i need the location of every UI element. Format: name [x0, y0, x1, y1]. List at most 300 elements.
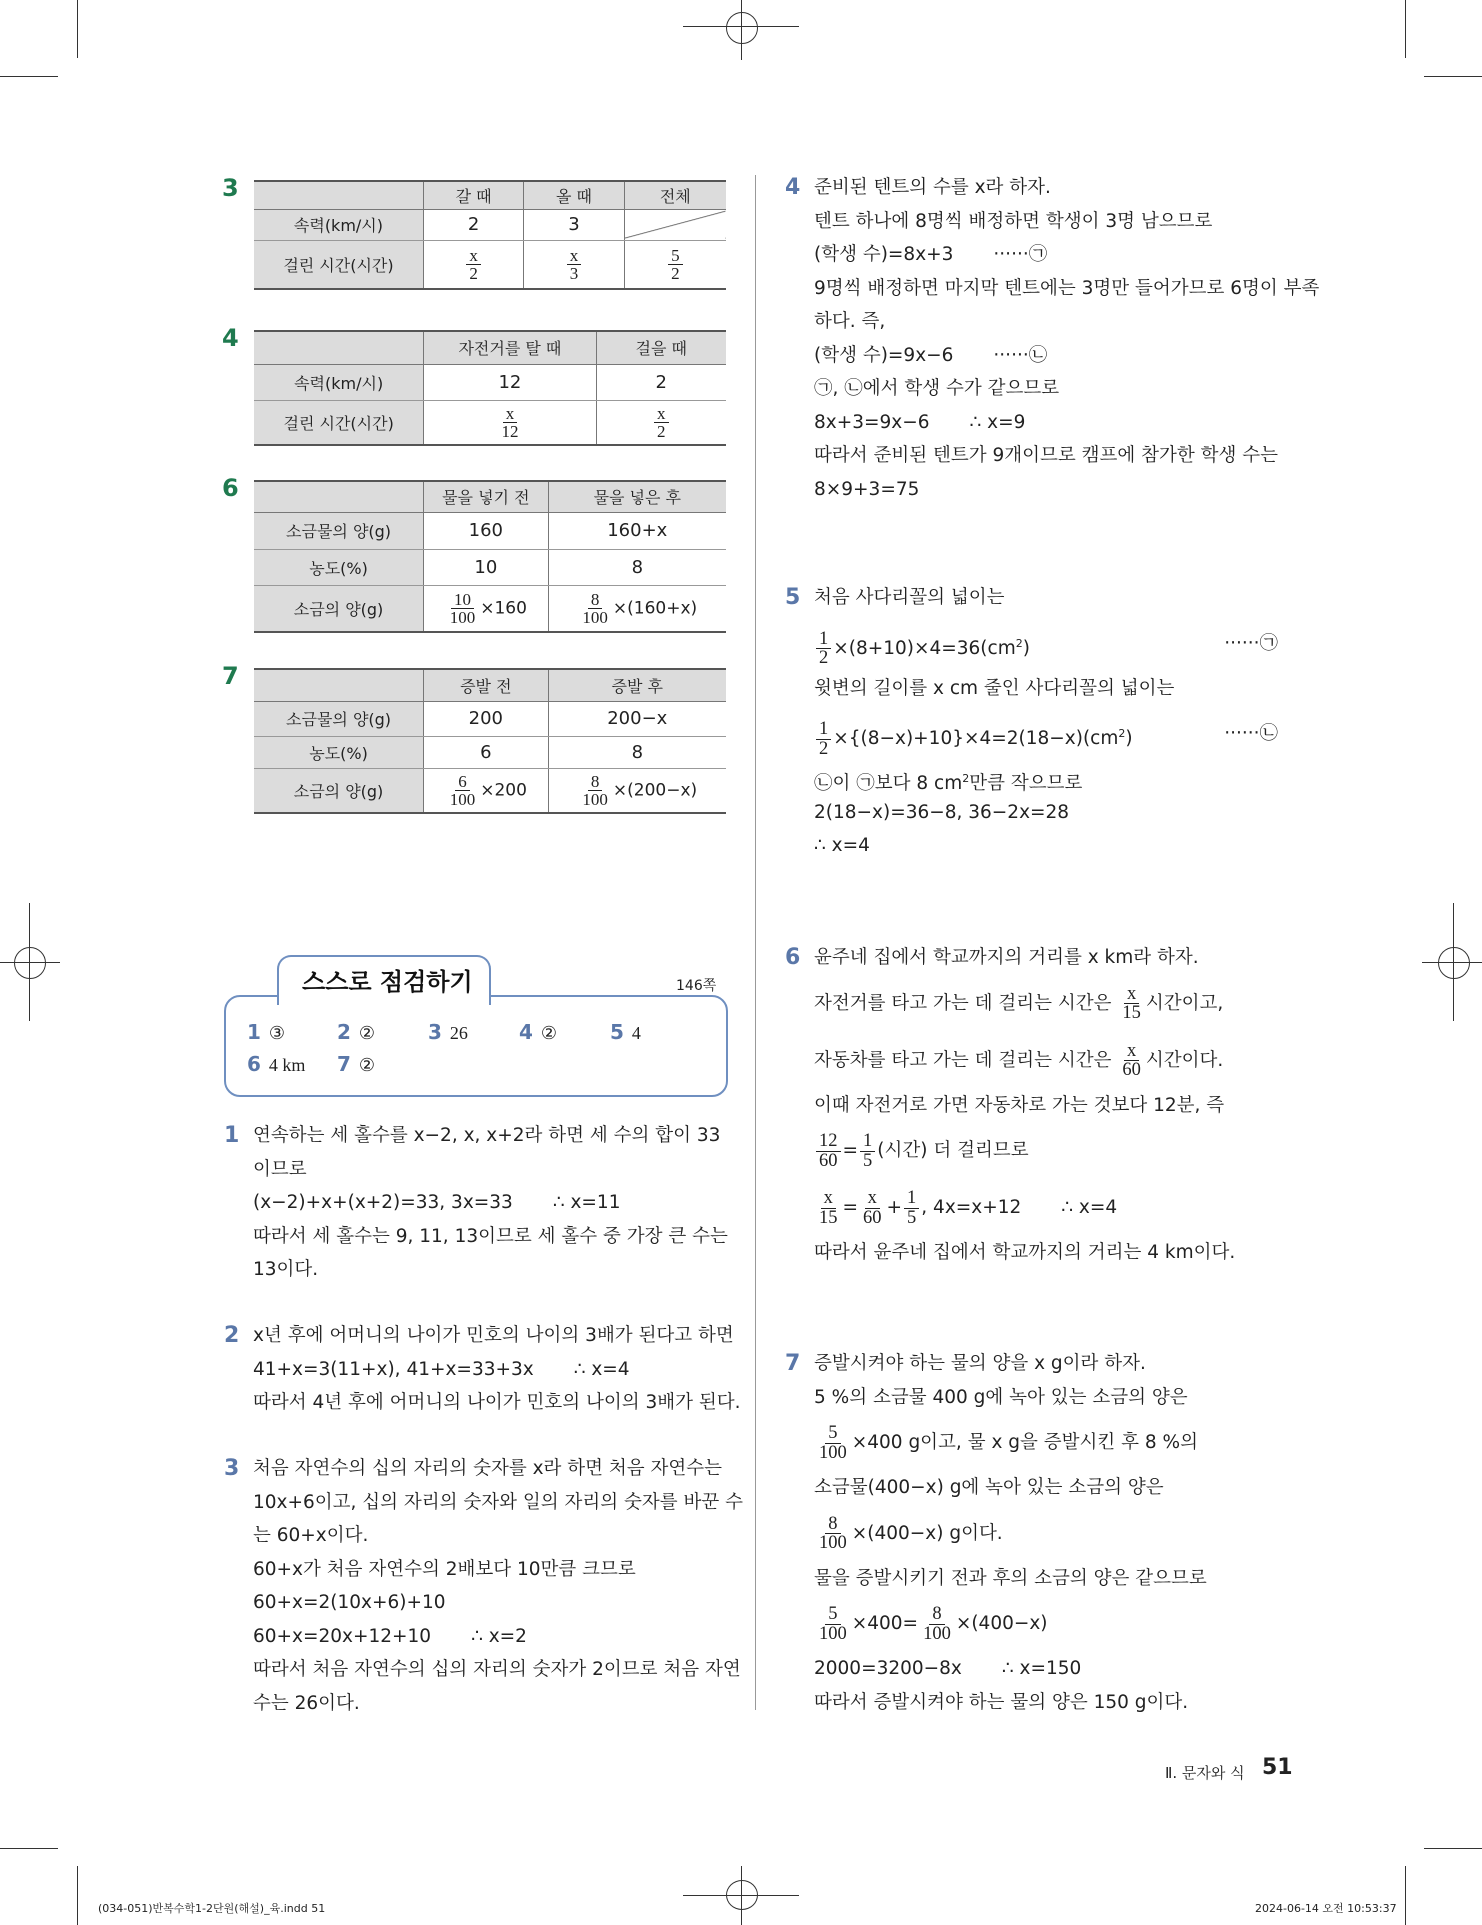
line-text: = — [842, 1140, 859, 1161]
solution-line — [814, 1595, 1278, 1652]
crop-mark — [1405, 1866, 1406, 1925]
table-number: 3 — [222, 174, 239, 202]
solution-line — [253, 1119, 726, 1153]
answer-number: 3 — [428, 1020, 442, 1044]
solution-line — [814, 1347, 1278, 1381]
table-cell: 160+x — [548, 512, 726, 549]
fraction — [860, 1189, 885, 1227]
solution-number: 4 — [785, 175, 801, 200]
solution-line — [253, 1586, 726, 1620]
line-text: 자동차를 타고 가는 데 걸리는 시간은 — [814, 1049, 1118, 1071]
denominator: 3 — [569, 263, 579, 283]
line-conclusion: ∴ x=9 — [969, 411, 1026, 433]
fraction — [816, 1515, 850, 1553]
line-text: 소금물(400−x) g에 녹아 있는 소금의 양은 — [814, 1477, 1164, 1498]
denominator: 15 — [819, 1207, 838, 1228]
solution-5 — [785, 581, 1278, 863]
solution-line — [253, 1687, 726, 1721]
numerator: 8 — [588, 591, 603, 609]
solution-line — [814, 581, 1278, 615]
fraction — [920, 1605, 954, 1643]
table-cell — [424, 585, 549, 632]
crop-mark — [1405, 0, 1406, 58]
fraction — [579, 591, 611, 626]
solution-line — [814, 796, 1278, 830]
table-cell: 걸을 때 — [596, 331, 726, 364]
line-text: 물을 증발시키기 전과 후의 소금의 양은 같으므로 — [814, 1567, 1207, 1589]
denominator: 60 — [1122, 1060, 1141, 1080]
answer-value: ② — [358, 1023, 376, 1043]
line-text: x년 후에 어머니의 나이가 민호의 나이의 3배가 된다고 하면 — [253, 1325, 734, 1346]
table-cell: 3 — [524, 209, 624, 240]
solution-line — [814, 1179, 1278, 1236]
line-text: ㉡이 ㉠보다 8 cm — [814, 773, 963, 795]
solution-line — [814, 941, 1278, 975]
table-cell: 속력(km/시) — [254, 209, 423, 240]
table-cell — [548, 585, 726, 632]
table-number: 7 — [222, 662, 239, 690]
denominator: 12 — [501, 421, 519, 441]
fraction — [816, 630, 831, 668]
fraction — [567, 247, 582, 282]
solution-number: 6 — [785, 945, 801, 970]
table-cell: 200−x — [548, 701, 726, 736]
solution-line — [814, 238, 1278, 272]
solution-line — [814, 1381, 1278, 1415]
solution-line — [253, 1353, 726, 1387]
table-row — [254, 768, 726, 813]
line-text: 8×9+3=75 — [814, 478, 920, 500]
table-cell: 증발 전 — [424, 669, 549, 701]
solution-line — [814, 406, 1278, 440]
line-text: 60+x=2(10x+6)+10 — [253, 1592, 446, 1613]
denominator: 2 — [657, 421, 666, 441]
line-text: 2000=3200−8x — [814, 1658, 962, 1679]
solution-number: 3 — [224, 1456, 240, 1481]
crop-mark — [0, 76, 58, 77]
line-text: ×{(8−x)+10}×4=2(18−x)(cm — [833, 728, 1119, 750]
table-row — [254, 701, 726, 736]
table-cell: 8 — [548, 736, 726, 768]
table-cell: 농도(%) — [254, 549, 424, 585]
table-3 — [254, 180, 726, 290]
line-text: 13이다. — [253, 1259, 319, 1280]
solution-line — [253, 1186, 726, 1220]
table-number: 6 — [222, 474, 239, 502]
denominator: 2 — [469, 263, 478, 283]
solution-line — [814, 829, 1278, 863]
table-row — [254, 400, 726, 445]
table-cell — [254, 669, 424, 701]
line-text: 8x+3=9x−6 — [814, 411, 930, 433]
page-number: 51 — [1262, 1755, 1293, 1780]
line-text: 이때 자전거로 가면 자동차로 가는 것보다 12분, 즉 — [814, 1094, 1225, 1116]
table-cell: 전체 — [624, 181, 726, 209]
table-6 — [254, 480, 726, 633]
crop-mark — [77, 1866, 78, 1925]
numerator: x — [821, 1189, 836, 1209]
answer-number: 5 — [610, 1020, 624, 1044]
line-text: 9명씩 배정하면 마지막 텐트에는 3명만 들어가므로 6명이 부족 — [814, 277, 1320, 299]
line-text: ×400= — [851, 1613, 919, 1634]
solution-number: 2 — [224, 1323, 240, 1348]
table-cell — [254, 481, 424, 512]
self-check-title: 스스로 점검하기 — [302, 968, 473, 996]
table-cell: 10 — [424, 549, 549, 585]
numerator: x — [1124, 985, 1139, 1005]
line-text: 자전거를 타고 가는 데 걸리는 시간은 — [814, 992, 1118, 1014]
fraction — [466, 247, 481, 282]
denominator: 100 — [819, 1533, 847, 1553]
table-cell: 올 때 — [524, 181, 624, 209]
crop-mark — [0, 1848, 58, 1849]
numerator: 1 — [904, 1189, 919, 1209]
line-text: 따라서 처음 자연수의 십의 자리의 숫자가 2이므로 처음 자연 — [253, 1659, 741, 1680]
table-cell: 2 — [423, 209, 523, 240]
line-text: 연속하는 세 홀수를 x−2, x, x+2라 하면 세 수의 합이 33 — [253, 1125, 721, 1146]
answer-item — [610, 1020, 641, 1044]
line-conclusion: ∴ x=4 — [573, 1358, 630, 1380]
numerator: 12 — [816, 1132, 841, 1152]
column-divider — [755, 175, 756, 1710]
answer-number: 1 — [247, 1020, 261, 1044]
table-cell: 소금물의 양(g) — [254, 512, 424, 549]
solution-1 — [224, 1119, 728, 1287]
numerator: x — [865, 1189, 880, 1209]
fraction — [816, 1132, 841, 1170]
denominator: 2 — [819, 648, 829, 669]
denominator: 100 — [449, 789, 476, 809]
table-cell — [423, 240, 523, 289]
answer-number: 2 — [337, 1020, 351, 1044]
table-number: 4 — [222, 324, 239, 352]
crop-mark — [1424, 76, 1482, 77]
numerator: x — [466, 247, 481, 265]
table-cell — [254, 181, 423, 209]
table-row — [254, 669, 726, 701]
numerator: x — [1124, 1042, 1139, 1062]
chapter-label: Ⅱ. 문자와 식 — [1165, 1764, 1245, 1782]
line-text: (학생 수)=9x−6 — [814, 344, 954, 366]
solution-line — [814, 1236, 1278, 1270]
solution-2 — [224, 1319, 741, 1420]
table-4 — [254, 330, 726, 446]
denominator: 5 — [863, 1150, 873, 1171]
solution-line — [814, 762, 1278, 796]
solution-7 — [785, 1347, 1278, 1719]
solution-number: 1 — [224, 1123, 240, 1148]
line-text: 따라서 4년 후에 어머니의 나이가 민호의 나이의 3배가 된다. — [253, 1392, 741, 1413]
table-cell: 물을 넣기 전 — [424, 481, 549, 512]
numerator: 6 — [455, 773, 470, 791]
table-cell: 6 — [424, 736, 549, 768]
denominator: 15 — [1122, 1003, 1141, 1023]
solution-line — [814, 1562, 1278, 1596]
solution-line — [253, 1253, 726, 1287]
denominator: 60 — [819, 1150, 838, 1171]
denominator: 60 — [863, 1207, 882, 1228]
table-cell — [524, 240, 624, 289]
table-row — [254, 512, 726, 549]
line-text: ) — [1125, 728, 1133, 750]
line-text: 10x+6이고, 십의 자리의 숫자와 일의 자리의 숫자를 바꾼 수 — [253, 1491, 743, 1513]
numerator: 1 — [816, 630, 831, 650]
cell-expression: ×(200−x) — [612, 780, 698, 801]
answer-value: ② — [540, 1023, 558, 1043]
line-text: 5 %의 소금물 400 g에 녹아 있는 소금의 양은 — [814, 1386, 1188, 1408]
line-text: 이므로 — [253, 1158, 307, 1180]
solution-number: 5 — [785, 585, 801, 610]
fraction — [579, 773, 611, 808]
numerator: x — [654, 405, 669, 423]
table-cell — [424, 768, 549, 813]
line-text: 처음 사다리꼴의 넓이는 — [814, 587, 1005, 608]
line-text: 따라서 준비된 텐트가 9개이므로 캠프에 참가한 학생 수는 — [814, 445, 1278, 466]
line-text: ×(400−x) — [955, 1613, 1048, 1634]
table-cell: 12 — [424, 364, 596, 400]
table-cell — [254, 331, 424, 364]
line-text: + — [886, 1197, 903, 1218]
fraction — [668, 247, 683, 282]
denominator: 2 — [819, 738, 829, 759]
registration-mark — [1438, 947, 1470, 979]
line-text: 만큼 작으므로 — [969, 773, 1083, 795]
line-text: 증발시켜야 하는 물의 양을 x g이라 하자. — [814, 1353, 1146, 1374]
numerator: 1 — [860, 1132, 875, 1152]
solution-line — [253, 1452, 726, 1486]
solution-line — [253, 1653, 741, 1687]
solution-line — [814, 439, 1278, 473]
table-cell: 걸린 시간(시간) — [254, 240, 423, 289]
answer-item — [519, 1020, 557, 1044]
table-cell — [548, 768, 726, 813]
fraction — [1119, 1042, 1144, 1080]
line-text: ) — [1022, 637, 1030, 659]
line-text: ×400 g이고, 물 x g을 증발시킨 후 8 %의 — [851, 1432, 1198, 1453]
solution-6 — [785, 941, 1278, 1270]
solution-number: 7 — [785, 1351, 801, 1376]
table-cell: 200 — [424, 701, 549, 736]
solution-line — [253, 1319, 734, 1353]
table-cell: 걸린 시간(시간) — [254, 400, 424, 445]
solution-line — [253, 1486, 743, 1520]
numerator: 8 — [929, 1605, 944, 1625]
line-conclusion: ······㉡ — [993, 344, 1048, 366]
line-text: , 4x=x+12 — [921, 1197, 1022, 1218]
superscript: 2 — [962, 772, 970, 785]
answer-item — [337, 1052, 375, 1076]
table-row — [254, 240, 726, 289]
fraction — [447, 591, 479, 626]
table-cell: 8 — [548, 549, 726, 585]
fraction — [654, 405, 669, 440]
solution-line — [253, 1519, 726, 1553]
denominator: 5 — [907, 1207, 917, 1228]
solution-line — [253, 1553, 726, 1587]
solution-line — [814, 1032, 1278, 1089]
answer-item — [337, 1020, 375, 1044]
line-text: 윗변의 길이를 x cm 줄인 사다리꼴의 넓이는 — [814, 677, 1175, 699]
superscript: 2 — [1015, 636, 1023, 650]
cell-expression: ×(160+x) — [612, 598, 698, 619]
solution-line — [814, 305, 1278, 339]
fraction — [904, 1189, 919, 1227]
solution-line — [814, 339, 1278, 373]
solution-line — [814, 1505, 1278, 1562]
denominator: 100 — [582, 607, 608, 627]
superscript: 2 — [1118, 727, 1126, 740]
solution-line — [814, 975, 1278, 1032]
table-cell: 소금물의 양(g) — [254, 701, 424, 736]
answer-number: 7 — [337, 1052, 351, 1076]
table-cell: 자전거를 탈 때 — [424, 331, 596, 364]
diagonal-empty-cell — [624, 209, 726, 240]
table-row — [254, 364, 726, 400]
denominator: 2 — [671, 263, 680, 283]
solution-line — [814, 615, 1278, 672]
solution-line — [253, 1620, 726, 1654]
line-conclusion: ∴ x=11 — [552, 1192, 621, 1213]
table-cell: 속력(km/시) — [254, 364, 424, 400]
solution-line — [814, 1122, 1278, 1179]
equation-tag: ······㉠ — [1224, 632, 1278, 654]
line-text: 시간이고, — [1145, 992, 1224, 1014]
slug-date: 2024-06-14 오전 10:53:37 — [1255, 1902, 1397, 1915]
table-cell: 농도(%) — [254, 736, 424, 768]
table-cell: 물을 넣은 후 — [548, 481, 726, 512]
solution-line — [814, 705, 1278, 762]
line-text: (시간) 더 걸리므로 — [877, 1140, 1029, 1161]
fraction — [816, 720, 831, 758]
line-text: ∴ x=4 — [814, 835, 870, 856]
table-row — [254, 209, 726, 240]
solution-line — [814, 473, 1278, 507]
fraction — [816, 1424, 850, 1462]
line-text: 2(18−x)=36−8, 36−2x=28 — [814, 801, 1070, 823]
table-row — [254, 181, 726, 209]
line-text: 따라서 세 홀수는 9, 11, 13이므로 세 홀수 중 가장 큰 수는 — [253, 1225, 728, 1247]
self-check-box — [224, 995, 728, 1097]
line-text: 41+x=3(11+x), 41+x=33+3x — [253, 1358, 534, 1380]
answer-number: 4 — [519, 1020, 533, 1044]
numerator: 8 — [825, 1515, 840, 1535]
solution-line — [814, 171, 1278, 205]
equation-tag: ······㉡ — [1224, 723, 1278, 744]
denominator: 100 — [923, 1623, 951, 1644]
cell-expression: ×160 — [480, 598, 527, 619]
fraction — [447, 773, 479, 808]
crop-mark — [1424, 1848, 1482, 1849]
numerator: 5 — [825, 1605, 840, 1625]
line-text: ㉠, ㉡에서 학생 수가 같으므로 — [814, 378, 1060, 399]
answer-value: 4 km — [268, 1055, 306, 1075]
line-text: 하다. 즉, — [814, 311, 886, 332]
line-text: 60+x가 처음 자연수의 2배보다 10만큼 크므로 — [253, 1558, 636, 1580]
denominator: 100 — [819, 1442, 847, 1463]
line-text: ×(8+10)×4=36(cm — [833, 637, 1016, 659]
table-cell: 160 — [424, 512, 549, 549]
line-text: 윤주네 집에서 학교까지의 거리를 x km라 하자. — [814, 947, 1199, 968]
line-text: (학생 수)=8x+3 — [814, 244, 954, 265]
answer-value: 4 — [631, 1023, 641, 1043]
solution-line — [814, 1089, 1278, 1123]
table-cell — [424, 400, 596, 445]
line-text: 수는 26이다. — [253, 1692, 360, 1714]
numerator: 1 — [816, 720, 831, 740]
numerator: 8 — [588, 773, 603, 791]
numerator: x — [567, 247, 582, 265]
table-cell: 증발 후 — [548, 669, 726, 701]
solution-4 — [785, 171, 1320, 506]
answer-item — [247, 1052, 305, 1076]
solution-line — [814, 1471, 1278, 1505]
table-row — [254, 549, 726, 585]
table-row — [254, 481, 726, 512]
fraction — [816, 1605, 850, 1643]
solution-line — [814, 372, 1278, 406]
line-text: 처음 자연수의 십의 자리의 숫자를 x라 하면 처음 자연수는 — [253, 1458, 723, 1479]
fraction — [860, 1132, 875, 1170]
line-conclusion: ······㉠ — [993, 244, 1048, 265]
answer-value: 26 — [449, 1023, 468, 1043]
table-row — [254, 736, 726, 768]
line-text: 따라서 증발시켜야 하는 물의 양은 150 g이다. — [814, 1691, 1189, 1713]
numerator: 5 — [668, 247, 683, 265]
line-text: = — [842, 1197, 859, 1218]
line-text: 텐트 하나에 8명씩 배정하면 학생이 3명 남으므로 — [814, 210, 1213, 232]
answer-number: 6 — [247, 1052, 261, 1076]
denominator: 100 — [449, 607, 476, 627]
table-row — [254, 331, 726, 364]
solution-line — [814, 1686, 1278, 1720]
table-cell: 갈 때 — [423, 181, 523, 209]
answer-item — [247, 1020, 285, 1044]
solution-line — [814, 1414, 1278, 1471]
table-row — [254, 585, 726, 632]
denominator: 100 — [819, 1623, 847, 1644]
line-text: ×(400−x) g이다. — [851, 1522, 1003, 1544]
line-text: 60+x=20x+12+10 — [253, 1625, 432, 1647]
slug-file: (034-051)반복수학1-2단원(해설)_육.indd 51 — [98, 1902, 326, 1915]
line-text: 준비된 텐트의 수를 x라 하자. — [814, 177, 1051, 198]
line-conclusion: ∴ x=2 — [471, 1625, 527, 1647]
table-cell: 소금의 양(g) — [254, 768, 424, 813]
solution-3 — [224, 1452, 743, 1720]
answer-value: ② — [358, 1055, 376, 1075]
solution-line — [253, 1220, 726, 1254]
line-conclusion: ∴ x=150 — [1001, 1658, 1082, 1679]
registration-mark — [726, 12, 758, 44]
line-conclusion: ∴ x=4 — [1061, 1197, 1118, 1218]
line-text: 시간이다. — [1145, 1049, 1224, 1071]
self-check-page-ref: 146쪽 — [676, 978, 717, 994]
solution-line — [814, 1652, 1278, 1686]
crop-mark — [77, 0, 78, 58]
answer-value: ③ — [268, 1023, 286, 1043]
table-cell — [596, 400, 726, 445]
fraction — [1119, 985, 1144, 1023]
fraction — [498, 405, 521, 440]
table-cell: 소금의 양(g) — [254, 585, 424, 632]
answer-item — [428, 1020, 468, 1044]
table-7 — [254, 668, 726, 814]
denominator: 100 — [582, 789, 608, 809]
line-text: (x−2)+x+(x+2)=33, 3x=33 — [253, 1192, 513, 1213]
solution-line — [814, 205, 1278, 239]
table-cell: 2 — [596, 364, 726, 400]
registration-mark — [726, 1880, 758, 1910]
fraction — [816, 1189, 841, 1227]
